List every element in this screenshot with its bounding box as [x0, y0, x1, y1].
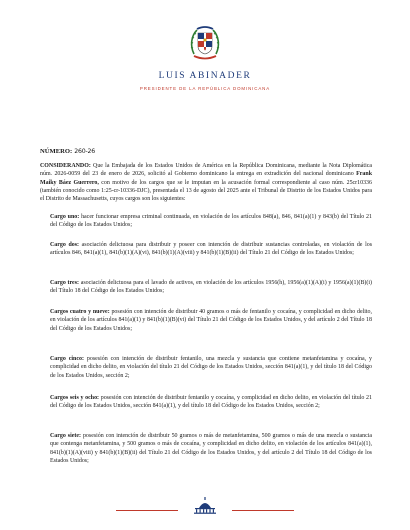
decree-number [40, 148, 95, 155]
charge-text: posesión con intención de distribuir 40 gramos o más de fentanilo y cocaína, y complicidad en dicho delito, en violación de los artículos 841(a)(1) y 841(b)(1)(B)(vi) del Título 21 del Código de los Estados Unidos, y del artículo 2 del Título 18 del Código de los Estados Unidos; [50, 309, 372, 332]
charge-text: asociación delictuosa para el lavado de activos, en violación de los artículos 1956(h), 1956(a)(1)(A)(i) y 1956(a)(1)(B)(i) del Título 18 del Código de los Estados Unidos; [50, 280, 372, 295]
decree-number-label: NÚMERO: [40, 148, 73, 155]
considerando-text-after: con motivo de los cargos que se le imputan en la acusación formal correspondiente al caso núm. 25cr10336 (también conocido como 1:25-cr-10336-DJC), presentada el 13 de agosto del 2025 ante el Tribunal de Distrito de los Estados Unidos para el Distrito de Massachusetts, cuyos cargos son los siguientes: [40, 179, 372, 203]
charge-text: posesión con intención de distribuir fentanilo, una mezcla y sustancia que contiene metanfetamina y cocaína, y complicidad en dicho delito, en violación del título 21 del Código de los Estados Unidos, sección 841(a)(1), y del título 18 del Código de los Estados Unidos, sección 2; [50, 356, 372, 379]
charge-item [50, 432, 372, 465]
charge-text: hacer funcionar empresa criminal continuada, en violación de los artículos 848(a), 846, 841(a)(1) y 843(b) del Título 21 del Código de los Estados Unidos; [50, 214, 372, 229]
charge-label: Cargo dos: [50, 242, 80, 248]
charge-text: asociación delictuosa para distribuir y poseer con intención de distribuir sustancias controladas, en violación de los artículos 846, 841(a)(1), 841(b)(1)(A)(vi), 841(b)(1)(A)(viii) y 841(b)(1)(B)(ii) del Título 21 del Código de los Estados Unidos; [50, 242, 373, 257]
footer-divider-right [232, 510, 294, 511]
considerando-paragraph [40, 162, 372, 203]
charge-label: Cargo uno: [50, 214, 80, 220]
charge-item [50, 241, 372, 258]
charge-text: posesión con intención de distribuir fentanilo y cocaína, y complicidad en dicho delito, en violación del título 21 del Código de los Estados Unidos, sección 841(a)(1), y del título 18 del Código de los Estados Unidos, sección 2; [50, 395, 372, 410]
charge-label: Cargo cinco: [50, 356, 84, 362]
extraditee-name: Frank Maiky Báez Guerrero, [40, 171, 372, 186]
decree-number-value: 260-26 [74, 148, 95, 155]
charge-item [50, 308, 372, 333]
footer-divider-left [116, 510, 178, 511]
charge-label: Cargos cuatro y nueve: [50, 309, 110, 315]
charge-item [50, 279, 372, 296]
considerando-text-before: Que la Embajada de los Estados Unidos de América en la República Dominicana, mediante la Nota Diplomática núm. 2026-0059 del 23 de enero de 2026, solicitó al Gobierno dominicano la entrega en extradición del nacional dominicano [40, 163, 372, 178]
coat-of-arms-icon [188, 24, 222, 62]
charge-item [50, 355, 372, 380]
charge-item [50, 394, 372, 411]
charge-item [50, 213, 372, 230]
president-title: PRESIDENTE DE LA REPÚBLICA DOMINICANA [139, 86, 271, 91]
considerando-label: CONSIDERANDO: [40, 163, 91, 169]
charge-label: Cargos seis y ocho: [50, 395, 100, 401]
president-name: LUIS ABINADER [158, 71, 252, 81]
national-palace-dome-icon [191, 496, 219, 514]
charge-label: Cargo siete: [50, 433, 81, 439]
charge-text: posesión con intención de distribuir 50 gramos o más de metanfetamina, 500 gramos o más de una mezcla o sustancia que contenga metanfetamina, y 500 gramos o más de cocaína, y complicidad en dicho delito, en violación de los artículos 841(a)(1), 841(b)(1)(A)(viii) y 841(b)(1)(B)(ii) del Título 21 del Código de los Estados Unidos, y del artículo 2 del Título 18 del Código de los Estados Unidos; [50, 433, 373, 464]
charge-label: Cargo tres: [50, 280, 79, 286]
